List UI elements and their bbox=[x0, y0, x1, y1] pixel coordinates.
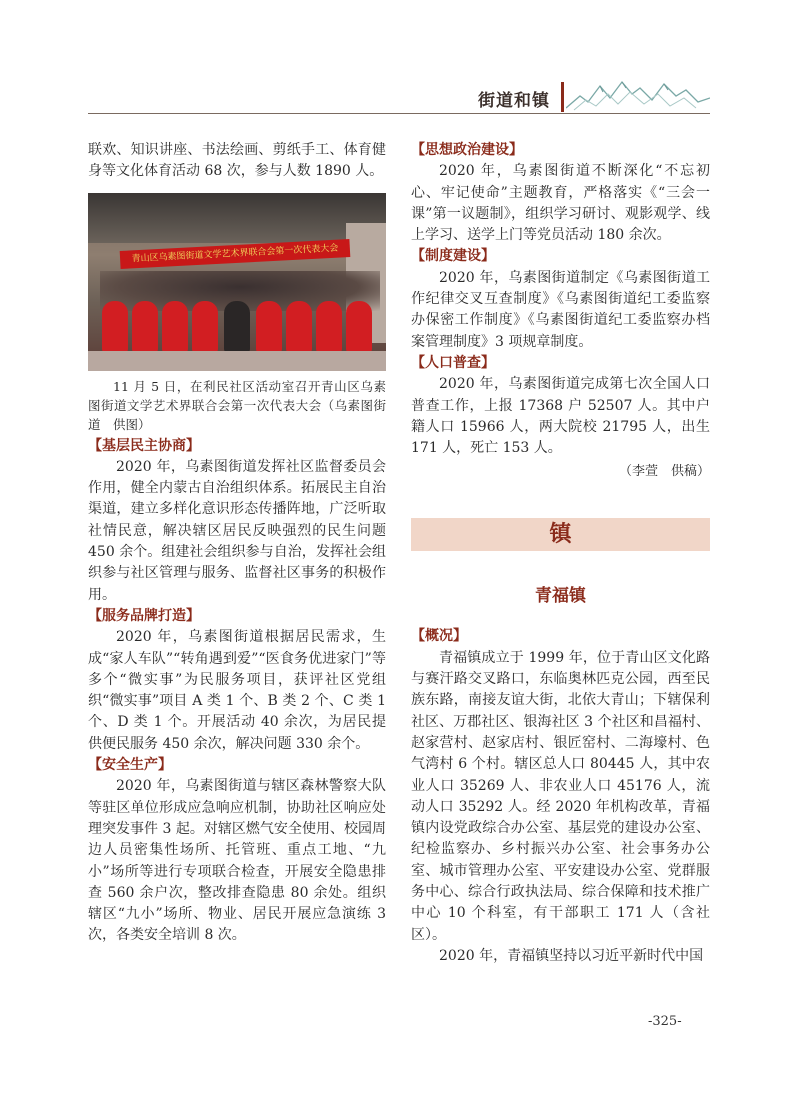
header-rule bbox=[88, 113, 710, 114]
mountain-decoration-icon bbox=[566, 74, 710, 114]
section-paragraph: 2020 年，乌素图街道完成第七次全国人口普查工作，上报 17368 户 52507 人。其中户籍人口 15966 人，两大院校 21795 人，出生 171 人，死亡 153 人。 bbox=[411, 376, 710, 457]
page-number: -325- bbox=[648, 1014, 682, 1029]
section-heading: 【服务品牌打造】 bbox=[88, 607, 200, 624]
section-paragraph: 2020 年，乌素图街道制定《乌素图街道工作纪律交叉互查制度》《乌素图街道纪工委监察办保密工作制度》《乌素图街道纪工委监察办档案管理制度》3 项规章制度。 bbox=[411, 269, 710, 350]
left-column bbox=[88, 140, 386, 947]
section-heading: 【基层民主协商】 bbox=[88, 437, 200, 454]
section-heading: 【制度建设】 bbox=[411, 248, 495, 265]
running-header-title: 街道和镇 bbox=[478, 91, 550, 111]
intro-paragraph: 联欢、知识讲座、书法绘画、剪纸手工、体育健身等文化体育活动 68 次，参与人数 1890 人。 bbox=[88, 142, 386, 180]
section-heading: 【思想政治建设】 bbox=[411, 142, 523, 158]
chapter-band-title: 镇 bbox=[411, 518, 710, 551]
section-paragraph: 2020 年，乌素图街道根据居民需求，生成“家人车队”“转角遇到爱”“医食务优进家门”等多个“微实事”为民服务项目，获评社区党组织“微实事”项目 A 类 1 个、B 类 2 个、C 类 1 个、D 类 1 个。开展活动 40 余次，为居民提供便民服务 450 余次，解决问题 330 余个。 bbox=[88, 629, 386, 752]
section-paragraph: 2020 年，乌素图街道与辖区森林警察大队等驻区单位形成应急响应机制，协助社区响应处理突发事件 3 起。对辖区燃气安全使用、校园周边人员密集性场所、托管班、重点工地、“九小”场所等进行专项联合检查，开展安全隐患排查 560 余户次，整改排查隐患 80 余处。组织辖区“九小”场所、物业、居民开展应急演练 3 次，各类安全培训 8 次。 bbox=[88, 778, 386, 944]
section-heading: 【安全生产】 bbox=[88, 757, 172, 774]
photo-banner: 青山区乌素图街道文学艺术界联合会第一次代表大会 bbox=[120, 239, 351, 269]
section-paragraph: 2020 年，乌素图街道不断深化“不忘初心、牢记使命”主题教育，严格落实《“三会一课”第一议题制》，组织学习研讨、观影观学、线上学习、送学上门等党员活动 180 余次。 bbox=[411, 163, 710, 244]
section-heading: 【人口普查】 bbox=[411, 354, 495, 371]
section-heading: 【概况】 bbox=[411, 628, 467, 645]
author-credit: （李萱 供稿） bbox=[618, 464, 710, 480]
section-paragraph: 青福镇成立于 1999 年，位于青山区文化路与赛汗路交叉路口，东临奥林匹克公园，西至民族东路，南接友谊大街，北依大青山；下辖保利社区、万郡社区、银海社区 3 个社区和昌福村、赵家营村、赵家店村、银匠窑村、二海壕村、色气湾村 6 个村。辖区总人口 80445 人，其中农业人口 35269 人、非农业人口 45176 人，流动人口 35292 人。经 2020 年机构改革，青福镇内设党政综合办公室、基层党的建设办公室、纪检监察办、乡村振兴办公室、社会事务办公室、城市管理办公室、平安建设办公室、党群服务中心、综合行政执法局、综合保障和技术推广中心 10 个科室，有干部职工 171 人（含社区）。 bbox=[411, 649, 710, 943]
town-title: 青福镇 bbox=[535, 586, 586, 607]
header-accent-bar bbox=[561, 82, 564, 112]
continued-paragraph: 2020 年，青福镇坚持以习近平新时代中国 bbox=[439, 947, 704, 964]
photo-caption: 11 月 5 日，在利民社区活动室召开青山区乌素图街道文学艺术界联合会第一次代表大会（乌素图街道 供图） bbox=[88, 378, 386, 432]
right-column bbox=[411, 140, 710, 967]
event-photo bbox=[88, 193, 386, 371]
section-paragraph: 2020 年，乌素图街道发挥社区监督委员会作用，健全内蒙古自治组织体系。拓展民主自治渠道，建立多样化意识形态传播阵地，广泛听取社情民意，解决辖区居民反映强烈的民生问题 450 余个。组建社会组织参与自治，发挥社会组织参与社区管理与服务、监督社区事务的积极作用。 bbox=[88, 458, 386, 603]
